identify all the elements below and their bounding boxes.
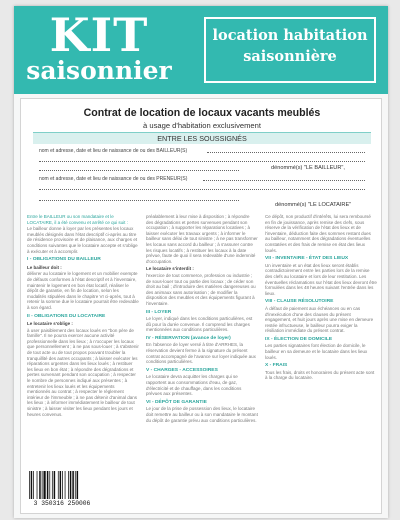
bailleur-fill-line-2[interactable]: [39, 161, 365, 162]
barcode: [25, 469, 99, 509]
terms-paragraph: l'exercice de tout commerce, profession ou industrie ; de sous-louer tout ou partie des locaux ; de céder son droit au bail ; d'introduire des matières dangereuses ou des animaux sans autorisation ; de modifier la disposition des meubles et des équipements figurant à l'inventaire.: [146, 272, 256, 306]
barcode-bar: [60, 471, 62, 499]
terms-section-heading: V - CHARGES - ACCESSOIRES: [146, 367, 218, 373]
contract-document: [20, 98, 382, 514]
terms-section-heading: VII - INVENTAIRE - ÉTAT DES LIEUX: [265, 256, 349, 262]
terms-paragraph: à user paisiblement des locaux loués en "bon père de famille". Il ne pourra exercer aucune activité professionnelle dans les lieux ; à n'occuper les locaux que personnellement ; à ne pas sous-louer ; à s'abstenir de tout acte ou de tout propos pouvant troubler la tranquillité des autres occupants ; à laisser exécuter les réparations urgentes dans les lieux loués ; à restituer les lieux en bon état ; à répondre des dégradations et pertes survenant pendant son occupation ; à respecter le nombre de personnes indiqué aux présentes ; à entretenir les lieux loués et les équipements mentionnés au contrat ; à respecter le règlement intérieur de l'immeuble ; à ne pas détenir d'animal dans les lieux ; à informer immédiatement le bailleur de tout sinistre ; à laisser visiter les lieux pendant les jours et heures convenus.: [27, 327, 139, 417]
barcode-bar: [65, 471, 66, 499]
kit-title: KIT: [49, 8, 149, 62]
preneur-field-label: nom et adresse, date et lieu de naissance de ou des PRENEUR(S): [39, 176, 188, 182]
terms-section-heading: II - OBLIGATIONS DU LOCATAIRE: [27, 313, 106, 319]
location-line-2: saisonnière: [243, 48, 337, 65]
barcode-bar: [29, 471, 30, 499]
barcode-bar: [33, 471, 34, 499]
barcode-bar: [54, 471, 56, 499]
terms-column-middle: [146, 214, 258, 509]
barcode-bar: [58, 471, 59, 499]
terms-paragraph: En l'absence de loyer versé à titre d'ARRHES, la réservation devient ferme à la signature du présent contrat accompagné de l'avance sur loyer indiquée aux conditions particulières.: [146, 342, 256, 365]
terms-section-heading: X - FRAIS: [265, 363, 288, 369]
kit-header-band: [14, 6, 388, 94]
contract-kit-cover: [14, 6, 388, 518]
barcode-bar: [39, 471, 41, 499]
barcode-bar: [52, 471, 53, 499]
barcode-number: 3 350316 250006: [33, 500, 91, 507]
terms-subheading: Le locataire s'interdit :: [146, 266, 194, 272]
terms-paragraph: préalablement à leur mise à disposition ; à répondre des dégradations et pertes survenues pendant son occupation ; à supporter les réparations locatives ; à laisser exécuter les travaux urgents ; à informer le bailleur sans délai de tout sinistre ; à ne pas transformer les locaux sans accord du bailleur ; à s'assurer contre les risques locatifs ; à restituer les locaux à la date prévue, faute de quoi il sera redevable d'une indemnité d'occupation.: [146, 214, 258, 264]
terms-subheading: Le locataire s'oblige :: [27, 321, 73, 327]
kit-logo: [24, 8, 174, 85]
terms-section-heading: IV - RÉSERVATION (avance de loyer): [146, 335, 231, 341]
bailleur-field-label: nom et adresse, date et lieu de naissance de ou des BAILLEUR(S): [39, 148, 188, 154]
terms-section-heading: III - LOYER: [146, 309, 172, 315]
kit-subtitle: saisonnier: [26, 56, 172, 85]
contract-title: Contrat de location de locaux vacants meublés: [83, 107, 321, 119]
terms-section-heading: VIII - CLAUSE RÉSOLUTOIRE: [265, 299, 334, 305]
barcode-bar: [43, 471, 45, 499]
preneur-fill-line-3[interactable]: [39, 200, 239, 201]
parties-heading: ENTRE LES SOUSSIGNÉS: [33, 132, 371, 144]
bailleur-fill-line-1[interactable]: [207, 152, 365, 153]
terms-paragraph: À défaut de paiement aux échéances ou en cas d'inexécution d'une des clauses du présent engagement, et huit jours après une mise en demeure restée infructueuse, le bailleur pourra exiger la résiliation immédiate du présent contrat.: [265, 305, 374, 334]
barcode-bar: [37, 471, 38, 499]
barcode-bar: [68, 471, 69, 499]
barcode-bar: [31, 471, 33, 499]
contract-subtitle: à usage d'habitation exclusivement: [143, 121, 261, 130]
terms-paragraph: Tous les frais, droits et honoraires du présent acte sont à la charge du locataire.: [265, 369, 375, 381]
barcode-bar: [47, 471, 49, 499]
terms-intro: Entre le BAILLEUR ou son mandataire et le LOCATAIRE, il a été convenu et arrêté ce qui suit :: [27, 214, 128, 225]
barcode-bar: [72, 471, 74, 499]
terms-subheading: Le bailleur doit :: [27, 264, 62, 270]
terms-paragraph: Le loyer, indiqué dans les conditions particulières, est dû pour la durée convenue. Il comprend les charges mentionnées aux conditions particulières.: [146, 316, 253, 333]
terms-paragraph: Le locataire devra acquitter les charges qui se rapportent aux consommations d'eau, de gaz, d'électricité et de chauffage, dans les conditions prévues aux présentes.: [146, 374, 242, 397]
bailleur-designation: dénommé(s) "LE BAILLEUR",: [271, 165, 345, 171]
terms-section-heading: IX - ÉLECTION DE DOMICILE: [265, 336, 333, 342]
location-line-1: location habitation: [212, 27, 368, 44]
barcode-bar: [62, 471, 63, 499]
terms-paragraph: Un inventaire et un état des lieux seront établis contradictoirement entre les parties lors de la remise des clefs au locataire et lors de leur restitution. Les éventuelles réclamations sur l'état des lieux devront être formulées dans les 48 heures suivant l'entrée dans les lieux.: [265, 262, 377, 296]
barcode-bar: [70, 471, 72, 499]
terms-column-left: [27, 214, 139, 464]
barcode-bars: [29, 471, 95, 499]
terms-paragraph: Ce dépôt, non productif d'intérêts, lui sera remboursé en fin de jouissance, après remise des clefs, sous réserve de la vérification de l'état des lieux et de l'inventaire, déduction faite des sommes restant dues au bailleur, notamment des dégradations éventuelles constatées et des frais de remise en état des lieux loués.: [265, 214, 371, 253]
terms-paragraph: délivrer au locataire le logement et un mobilier exempte de défauts conformes à l'état descriptif et à l'inventaire, maintenir le logement en bon état locatif, réaliser le dépôt de garantie, en fin de location, selon les modalités stipulées dans le chapitre VI ci-après, tout à retenir la somme due le locataire pourrait être redevable à son égard.: [27, 271, 139, 310]
bailleur-fill-line-3[interactable]: [39, 170, 239, 171]
terms-paragraph: Le bailleur donne à loyer par les présentes les locaux meublés désignés dans l'état descriptif ci-après au titre de résidence provisoire et de plaisance, aux charges et conditions suivantes que le locataire accepte et s'oblige à exécuter et à accomplir.: [27, 226, 138, 254]
barcode-bar: [49, 471, 50, 499]
barcode-bar: [75, 471, 76, 499]
terms-column-right: [265, 214, 377, 509]
terms-paragraph: Le jour de la prise de possession des lieux, le locataire doit remettre au bailleur ou à son mandataire le montant du dépôt de garantie prévu aux conditions particulières.: [146, 406, 258, 423]
preneur-fill-line-2[interactable]: [39, 189, 365, 190]
terms-section-heading: I - OBLIGATIONS DU BAILLEUR: [27, 257, 101, 263]
terms-paragraph: Les parties signataires font élection de domicile, le bailleur en sa demeure et le locataire dans les lieux loués.: [265, 343, 368, 360]
barcode-bar: [42, 471, 43, 499]
location-type-box: [204, 17, 376, 83]
barcode-bar: [77, 471, 79, 499]
preneur-fill-line-1[interactable]: [203, 180, 365, 181]
locataire-designation: dénommé(s) "LE LOCATAIRE": [275, 202, 352, 208]
terms-section-heading: VI - DÉPÔT DE GARANTIE: [146, 399, 207, 405]
